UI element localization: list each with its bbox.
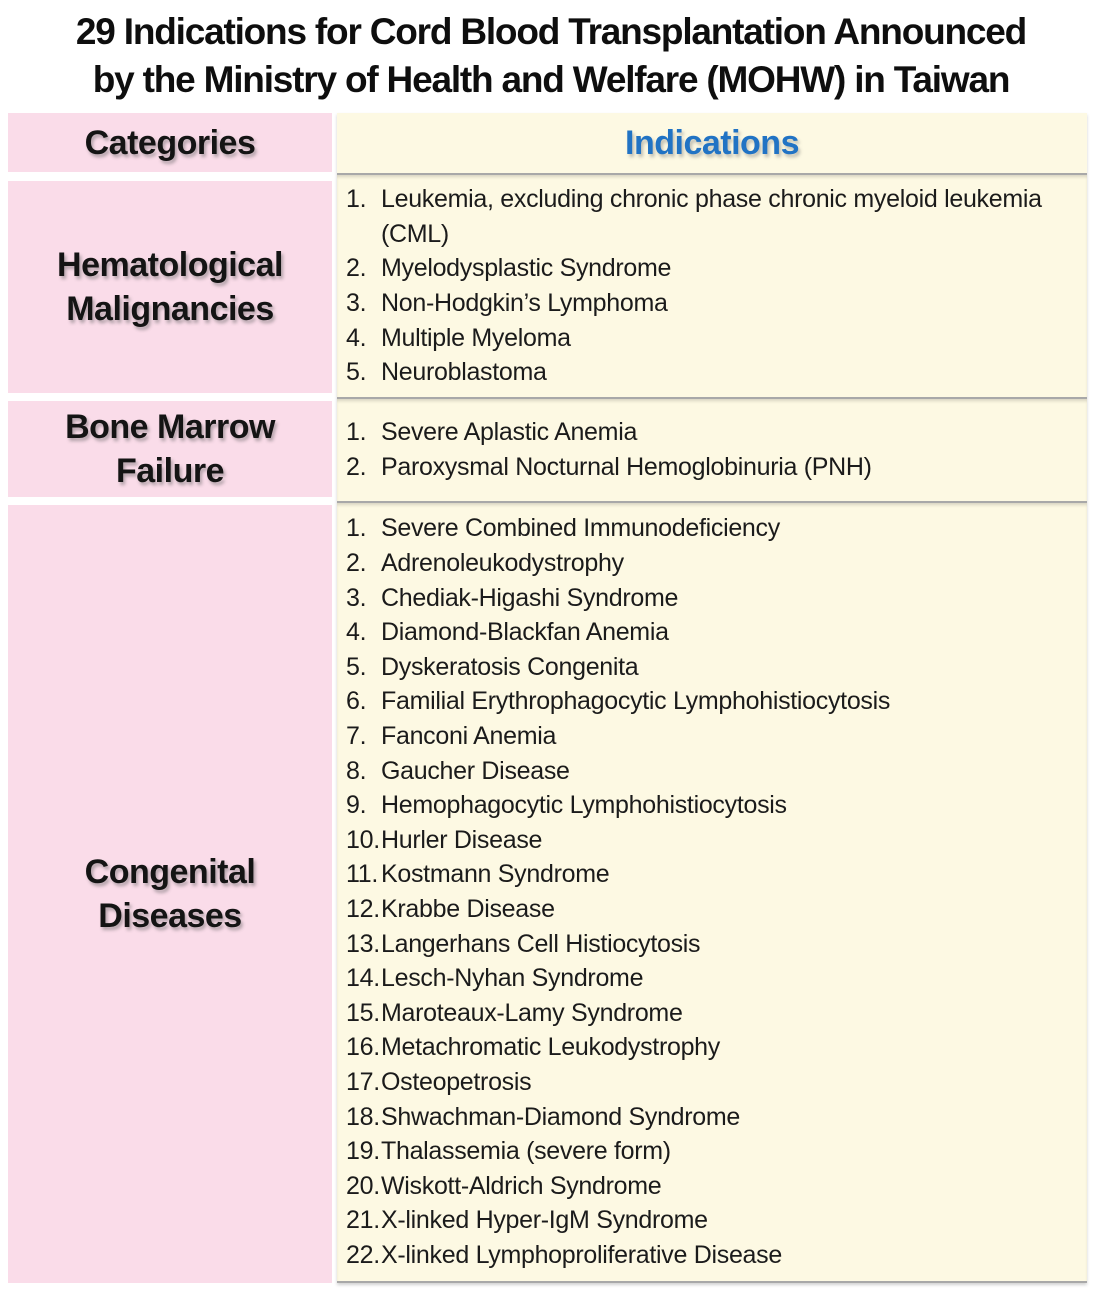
indications-header-cell	[337, 113, 1087, 173]
item-number: 15.	[346, 998, 380, 1027]
item-number: 8.	[346, 756, 367, 785]
item-text: Non-Hodgkin’s Lymphoma	[381, 289, 668, 317]
item-text: Langerhans Cell Histiocytosis	[381, 929, 701, 958]
indications-cell-hematological-malignancies	[337, 173, 1087, 397]
item-text: Shwachman-Diamond Syndrome	[381, 1102, 741, 1131]
indication-item	[346, 1238, 1079, 1273]
item-text: Myelodysplastic Syndrome	[381, 254, 672, 283]
item-number: 1.	[346, 185, 367, 214]
indication-item	[346, 1065, 1079, 1100]
indication-item	[346, 961, 1079, 996]
item-number: 20.	[346, 1171, 380, 1200]
indication-item	[346, 1030, 1079, 1065]
page-title-line-2: by the Ministry of Health and Welfare (MOHW) in Taiwan	[92, 59, 1010, 100]
indication-item	[346, 650, 1079, 685]
item-text: Familial Erythrophagocytic Lymphohistiocytosis	[381, 687, 891, 716]
indication-item	[346, 355, 1079, 390]
item-number: 7.	[346, 722, 367, 751]
item-number: 11.	[346, 860, 378, 889]
item-number: 12.	[346, 895, 380, 923]
category-label-line: Congenital	[84, 853, 256, 891]
item-text: Multiple Myeloma	[381, 323, 571, 352]
item-number: 5.	[346, 652, 367, 681]
category-label-line: Bone Marrow	[65, 408, 275, 446]
item-text: Metachromatic Leukodystrophy	[381, 1033, 720, 1062]
item-text: X-linked Lymphoproliferative Disease	[381, 1240, 782, 1269]
item-number: 9.	[346, 791, 367, 820]
item-text: Chediak-Higashi Syndrome	[381, 583, 679, 612]
item-number: 1.	[346, 514, 367, 543]
indications-cell-bone-marrow-failure	[337, 397, 1087, 501]
category-cell-hematological-malignancies	[8, 181, 332, 393]
item-number: 2.	[346, 549, 367, 578]
item-number: 4.	[346, 323, 367, 352]
item-text: Krabbe Disease	[381, 895, 555, 923]
indication-item	[346, 1203, 1079, 1238]
item-number: 3.	[346, 289, 367, 317]
indication-item	[346, 996, 1079, 1031]
item-text: Dyskeratosis Congenita	[381, 652, 639, 681]
indication-item	[346, 511, 1079, 546]
item-number: 4.	[346, 618, 367, 647]
item-number: 14.	[346, 964, 380, 993]
item-number: 21.	[346, 1206, 380, 1235]
category-cell-bone-marrow-failure	[8, 401, 332, 497]
indication-item	[346, 1100, 1079, 1135]
indications-column	[337, 113, 1087, 1283]
item-text: Adrenoleukodystrophy	[381, 549, 624, 578]
indication-item	[346, 892, 1079, 927]
item-text: Maroteaux-Lamy Syndrome	[381, 998, 683, 1027]
category-label-line: Hematological	[57, 246, 283, 284]
item-text: Lesch-Nyhan Syndrome	[381, 964, 644, 993]
indication-item	[346, 286, 1079, 321]
item-text: Diamond-Blackfan Anemia	[381, 618, 669, 647]
item-number: 6.	[346, 687, 367, 716]
indication-item	[346, 415, 1079, 450]
item-text: Leukemia, excluding chronic phase chronic myeloid leukemia (CML)	[381, 185, 1042, 248]
category-label-line: Failure	[116, 452, 224, 490]
indication-item	[346, 788, 1079, 823]
indication-item	[346, 450, 1079, 485]
categories-column	[8, 113, 332, 1283]
indications-header-label: Indications	[625, 123, 799, 162]
item-number: 19.	[346, 1137, 380, 1166]
indication-item	[346, 581, 1079, 616]
indication-list	[337, 415, 1087, 484]
item-number: 18.	[346, 1102, 380, 1131]
indication-item	[346, 182, 1079, 251]
indication-item	[346, 1134, 1079, 1169]
item-number: 17.	[346, 1067, 380, 1096]
item-number: 2.	[346, 453, 367, 481]
item-text: X-linked Hyper-IgM Syndrome	[381, 1206, 708, 1235]
indication-item	[346, 321, 1079, 356]
item-text: Wiskott-Aldrich Syndrome	[381, 1171, 662, 1200]
item-text: Thalassemia (severe form)	[381, 1137, 671, 1166]
item-number: 16.	[346, 1033, 380, 1062]
indication-item	[346, 615, 1079, 650]
item-text: Hurler Disease	[381, 825, 543, 854]
item-number: 13.	[346, 929, 380, 958]
item-number: 3.	[346, 583, 367, 612]
item-text: Osteopetrosis	[381, 1067, 532, 1096]
page-title	[0, 8, 1102, 104]
indication-item	[346, 546, 1079, 581]
indication-item	[346, 857, 1079, 892]
categories-header-cell	[8, 113, 332, 172]
item-text: Hemophagocytic Lymphohistiocytosis	[381, 791, 787, 820]
item-number: 2.	[346, 254, 367, 283]
indications-cell-congenital-diseases	[337, 501, 1087, 1283]
indication-item	[346, 754, 1079, 789]
category-cell-congenital-diseases	[8, 505, 332, 1283]
category-label-line: Diseases	[98, 897, 242, 935]
item-text: Severe Aplastic Anemia	[381, 418, 638, 447]
item-number: 10.	[346, 825, 380, 854]
item-text: Kostmann Syndrome	[381, 860, 610, 889]
indication-item	[346, 927, 1079, 962]
category-label-line: Malignancies	[66, 290, 274, 328]
indication-item	[346, 684, 1079, 719]
item-number: 22.	[346, 1240, 380, 1269]
indication-item	[346, 823, 1079, 858]
item-text: Fanconi Anemia	[381, 722, 557, 751]
page-title-line-1: 29 Indications for Cord Blood Transplantation Announced	[75, 11, 1027, 52]
categories-header-label: Categories	[84, 123, 256, 162]
item-text: Paroxysmal Nocturnal Hemoglobinuria (PNH)	[381, 453, 872, 481]
item-text: Gaucher Disease	[381, 756, 570, 785]
indication-item	[346, 719, 1079, 754]
item-number: 1.	[346, 418, 367, 447]
indication-list	[337, 182, 1087, 390]
indication-item	[346, 251, 1079, 286]
indication-list	[337, 511, 1087, 1272]
item-text: Severe Combined Immunodeficiency	[381, 514, 780, 543]
indication-item	[346, 1169, 1079, 1204]
item-number: 5.	[346, 358, 367, 387]
item-text: Neuroblastoma	[381, 358, 547, 387]
